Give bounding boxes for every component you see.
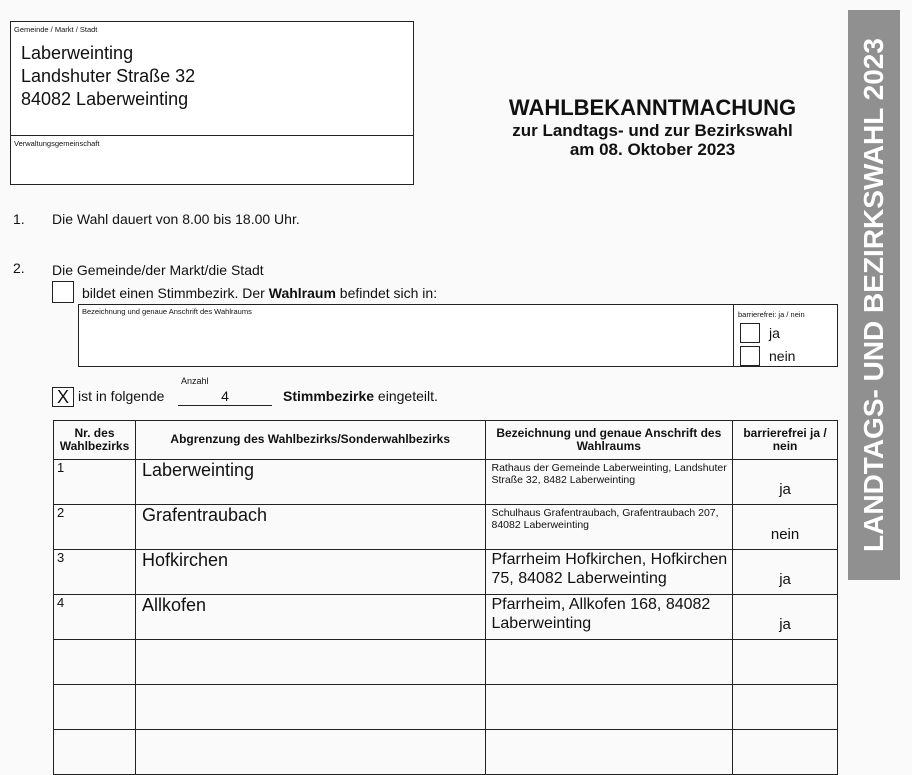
item2-text: Die Gemeinde/der Markt/die Stadt [52, 262, 264, 278]
gemeinde-label: Gemeinde / Markt / Stadt [14, 25, 98, 34]
row-address [485, 685, 733, 730]
anzahl-label: Anzahl [181, 376, 209, 386]
opt1-pre: bildet einen Stimmbezirk. Der [82, 285, 269, 301]
header-nr: Nr. des Wahlbezirks [54, 421, 136, 460]
page-title [470, 96, 835, 160]
row-name: Laberweinting [135, 460, 485, 505]
multi-district-post [283, 388, 438, 404]
header-abgrenzung: Abgrenzung des Wahlbezirks/Sonderwahlbezirks [135, 421, 485, 460]
row-name: Grafentraubach [135, 505, 485, 550]
row-barrierefrei: ja [733, 550, 838, 595]
anzahl-value: 4 [178, 388, 272, 406]
row-nr: 1 [54, 460, 136, 505]
row-address: Pfarrheim, Allkofen 168, 84082 Laberweinting [485, 595, 733, 640]
row-address: Pfarrheim Hofkirchen, Hofkirchen 75, 84082 Laberweinting [485, 550, 733, 595]
row-nr [54, 685, 136, 730]
row-address: Rathaus der Gemeinde Laberweinting, Landshuter Straße 32, 8482 Laberweinting [485, 460, 733, 505]
row-name [135, 730, 485, 775]
row-nr: 2 [54, 505, 136, 550]
row-name: Hofkirchen [135, 550, 485, 595]
row-barrierefrei [733, 730, 838, 775]
row-address: Schulhaus Grafentraubach, Grafentraubach 207, 84082 Laberweinting [485, 505, 733, 550]
address-line-3: 84082 Laberweinting [21, 89, 189, 109]
title-main: WAHLBEKANNTMACHUNG [508, 95, 797, 120]
barrierefrei-label: barrierefrei: ja / nein [738, 310, 805, 319]
opt2-bold: Stimmbezirke [283, 388, 375, 404]
district-table [53, 420, 838, 775]
row-name [135, 685, 485, 730]
row-nr [54, 640, 136, 685]
wahlraum-addr-label: Bezeichnung und genaue Anschrift des Wahlraums [82, 307, 252, 316]
table-row [54, 685, 838, 730]
item1-number: 1. [13, 211, 25, 227]
row-name [135, 640, 485, 685]
side-banner [848, 10, 900, 580]
nein-label: nein [769, 348, 796, 364]
ja-label: ja [769, 325, 780, 341]
side-banner-text: LANDTAGS- UND BEZIRKSWAHL 2023 [858, 38, 889, 552]
row-barrierefrei: ja [733, 460, 838, 505]
table-row [54, 505, 838, 550]
table-row [54, 550, 838, 595]
row-barrierefrei [733, 640, 838, 685]
table-row [54, 730, 838, 775]
opt1-bold: Wahlraum [268, 285, 336, 301]
row-nr: 3 [54, 550, 136, 595]
title-sub2: am 08. Oktober 2023 [569, 139, 736, 159]
item2-number: 2. [13, 260, 25, 276]
header-barrierefrei: barrierefrei ja / nein [733, 421, 838, 460]
row-name: Allkofen [135, 595, 485, 640]
one-district-checkbox[interactable] [52, 281, 74, 303]
gemeinde-box [10, 21, 414, 185]
ja-checkbox[interactable] [740, 323, 760, 343]
address-line-2: Landshuter Straße 32 [21, 66, 196, 86]
wahlraum-box [78, 304, 838, 367]
table-row [54, 640, 838, 685]
wahlraum-divider [733, 305, 734, 366]
row-address [485, 730, 733, 775]
row-barrierefrei [733, 685, 838, 730]
vg-label: Verwaltungsgemeinschaft [14, 139, 100, 148]
row-barrierefrei: nein [733, 505, 838, 550]
item1-text: Die Wahl dauert von 8.00 bis 18.00 Uhr. [52, 211, 300, 227]
row-barrierefrei: ja [733, 595, 838, 640]
row-nr: 4 [54, 595, 136, 640]
opt1-post: befindet sich in: [335, 285, 438, 301]
multi-district-pre: ist in folgende [78, 388, 165, 404]
header-anschrift: Bezeichnung und genaue Anschrift des Wahlraums [485, 421, 733, 460]
title-sub1: zur Landtags- und zur Bezirkswahl [512, 121, 793, 141]
row-address [485, 640, 733, 685]
table-row [54, 460, 838, 505]
multi-district-checkbox[interactable]: X [52, 387, 74, 407]
divider [11, 135, 413, 136]
address-line-1: Laberweinting [21, 43, 134, 63]
one-district-text [82, 285, 437, 301]
row-nr [54, 730, 136, 775]
opt2-post: eingeteilt. [374, 388, 438, 404]
table-row [54, 595, 838, 640]
nein-checkbox[interactable] [740, 346, 760, 366]
